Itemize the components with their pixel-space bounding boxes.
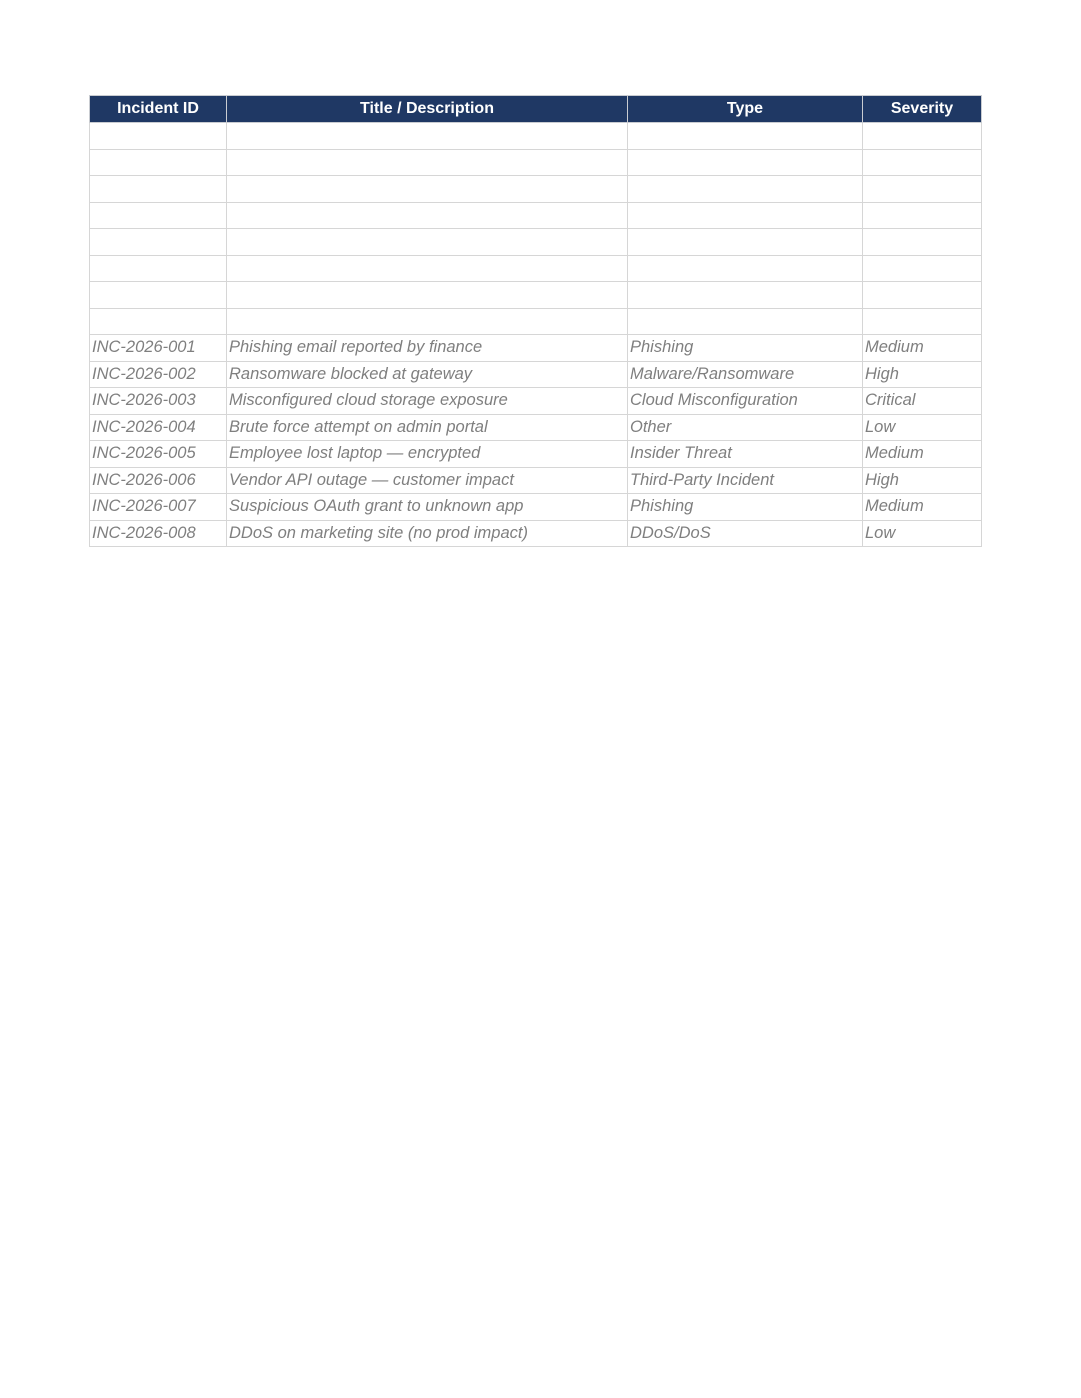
column-header-severity[interactable]: Severity [863,96,982,123]
empty-cell-type[interactable] [628,176,863,203]
cell-severity[interactable]: High [863,467,982,494]
cell-incident-id[interactable]: INC-2026-002 [90,361,227,388]
cell-type[interactable]: Insider Threat [628,441,863,468]
empty-cell-severity[interactable] [863,123,982,150]
empty-cell-severity[interactable] [863,176,982,203]
empty-row [90,282,982,309]
cell-severity[interactable]: Medium [863,494,982,521]
empty-cell-type[interactable] [628,308,863,335]
empty-cell-severity[interactable] [863,149,982,176]
empty-cell-type[interactable] [628,202,863,229]
empty-cell-severity[interactable] [863,308,982,335]
empty-cell-title[interactable] [227,176,628,203]
table-row [90,520,982,547]
empty-cell-title[interactable] [227,202,628,229]
table-row [90,467,982,494]
cell-severity[interactable]: Medium [863,441,982,468]
cell-type[interactable]: Phishing [628,335,863,362]
cell-severity[interactable]: Low [863,520,982,547]
cell-incident-id[interactable]: INC-2026-004 [90,414,227,441]
table-row [90,361,982,388]
column-header-type[interactable]: Type [628,96,863,123]
empty-cell-type[interactable] [628,149,863,176]
empty-cell-severity[interactable] [863,255,982,282]
incident-table [89,95,982,547]
cell-title[interactable]: Suspicious OAuth grant to unknown app [227,494,628,521]
empty-cell-title[interactable] [227,123,628,150]
empty-cell-title[interactable] [227,255,628,282]
empty-cell-title[interactable] [227,282,628,309]
empty-row [90,229,982,256]
empty-cell-incident-id[interactable] [90,176,227,203]
cell-incident-id[interactable]: INC-2026-005 [90,441,227,468]
empty-row [90,123,982,150]
empty-cell-type[interactable] [628,255,863,282]
cell-title[interactable]: Ransomware blocked at gateway [227,361,628,388]
empty-row [90,308,982,335]
empty-cell-incident-id[interactable] [90,229,227,256]
empty-cell-incident-id[interactable] [90,282,227,309]
table-row [90,335,982,362]
cell-title[interactable]: Employee lost laptop — encrypted [227,441,628,468]
cell-type[interactable]: Phishing [628,494,863,521]
cell-incident-id[interactable]: INC-2026-003 [90,388,227,415]
table-row [90,441,982,468]
table-row [90,414,982,441]
empty-cell-severity[interactable] [863,202,982,229]
incident-sheet [89,95,981,547]
cell-severity[interactable]: Medium [863,335,982,362]
empty-cell-title[interactable] [227,308,628,335]
empty-cell-incident-id[interactable] [90,308,227,335]
empty-row [90,202,982,229]
empty-row [90,176,982,203]
empty-cell-incident-id[interactable] [90,255,227,282]
cell-type[interactable]: DDoS/DoS [628,520,863,547]
cell-incident-id[interactable]: INC-2026-006 [90,467,227,494]
cell-title[interactable]: Brute force attempt on admin portal [227,414,628,441]
cell-severity[interactable]: Low [863,414,982,441]
cell-type[interactable]: Other [628,414,863,441]
cell-title[interactable]: Phishing email reported by finance [227,335,628,362]
cell-type[interactable]: Cloud Misconfiguration [628,388,863,415]
column-header-title[interactable]: Title / Description [227,96,628,123]
empty-cell-type[interactable] [628,123,863,150]
cell-severity[interactable]: High [863,361,982,388]
empty-row [90,149,982,176]
empty-row [90,255,982,282]
cell-incident-id[interactable]: INC-2026-001 [90,335,227,362]
cell-incident-id[interactable]: INC-2026-008 [90,520,227,547]
empty-cell-type[interactable] [628,229,863,256]
header-row [90,96,982,123]
cell-title[interactable]: Vendor API outage — customer impact [227,467,628,494]
empty-cell-severity[interactable] [863,229,982,256]
cell-type[interactable]: Third-Party Incident [628,467,863,494]
empty-cell-incident-id[interactable] [90,202,227,229]
empty-cell-incident-id[interactable] [90,149,227,176]
cell-title[interactable]: Misconfigured cloud storage exposure [227,388,628,415]
empty-cell-severity[interactable] [863,282,982,309]
table-row [90,388,982,415]
column-header-incident-id[interactable]: Incident ID [90,96,227,123]
empty-cell-type[interactable] [628,282,863,309]
cell-incident-id[interactable]: INC-2026-007 [90,494,227,521]
empty-cell-title[interactable] [227,229,628,256]
cell-title[interactable]: DDoS on marketing site (no prod impact) [227,520,628,547]
cell-type[interactable]: Malware/Ransomware [628,361,863,388]
table-body [90,123,982,547]
cell-severity[interactable]: Critical [863,388,982,415]
table-row [90,494,982,521]
empty-cell-incident-id[interactable] [90,123,227,150]
empty-cell-title[interactable] [227,149,628,176]
